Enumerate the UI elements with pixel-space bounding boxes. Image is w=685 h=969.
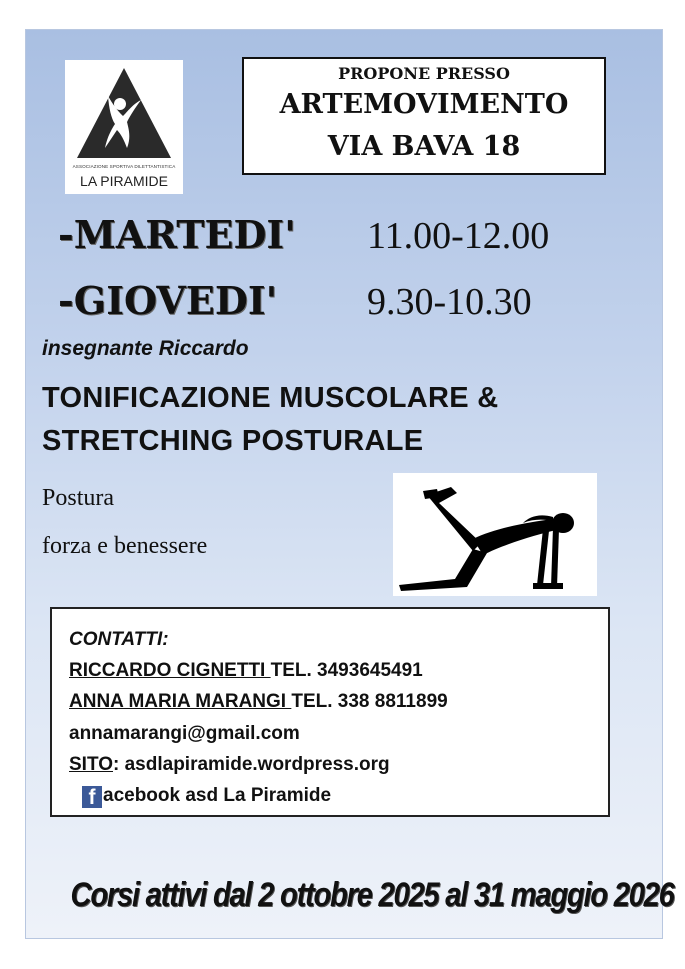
venue-address: VIA BAVA 18 — [327, 131, 521, 162]
course-dates-footer: Corsi attivi dal 2 ottobre 2025 al 31 maggio 2026 — [70, 876, 674, 914]
description-line2: forza e benessere — [42, 533, 208, 559]
course-title-line2: STRETCHING POSTURALE — [42, 425, 424, 457]
contact-anna-name: ANNA MARIA MARANGI — [69, 691, 292, 712]
contact-riccardo-name: RICCARDO CIGNETTI — [69, 660, 271, 681]
description-line1: Postura — [42, 485, 114, 511]
venue-box — [242, 57, 606, 175]
schedule-day-tuesday: -MARTEDI' — [58, 212, 296, 257]
contact-email[interactable]: annamarangi@gmail.com — [69, 723, 300, 744]
pyramid-dancer-icon — [75, 66, 173, 164]
contact-anna-phone[interactable]: TEL. 338 8811899 — [291, 691, 448, 712]
logo-name: LA PIRAMIDE — [80, 173, 168, 189]
contact-anna — [69, 691, 448, 713]
contacts-heading: CONTATTI: — [69, 629, 169, 650]
contact-riccardo — [69, 660, 423, 682]
contact-riccardo-phone[interactable]: TEL. 3493645491 — [270, 660, 423, 681]
venue-intro: PROPONE PRESSO — [338, 64, 510, 83]
contacts-box — [50, 607, 610, 817]
logo-subtitle: ASSOCIAZIONE SPORTIVA DILETTANTISTICA — [72, 164, 176, 169]
contact-facebook[interactable] — [82, 785, 331, 808]
facebook-text: acebook asd La Piramide — [103, 785, 332, 806]
schedule-time-thursday: 9.30-10.30 — [367, 281, 532, 323]
schedule-day-thursday: -GIOVEDI' — [58, 278, 278, 323]
site-label: SITO — [69, 754, 113, 775]
exercise-silhouette-image — [393, 473, 597, 596]
site-url[interactable]: : asdlapiramide.wordpress.org — [113, 754, 390, 775]
teacher-name: insegnante Riccardo — [42, 337, 249, 360]
facebook-icon: f — [82, 786, 102, 808]
course-title-line1: TONIFICAZIONE MUSCOLARE & — [42, 382, 499, 414]
la-piramide-logo — [65, 60, 183, 194]
venue-name: ARTEMOVIMENTO — [279, 89, 569, 120]
contact-site — [69, 754, 390, 776]
schedule-time-tuesday: 11.00-12.00 — [367, 215, 550, 257]
